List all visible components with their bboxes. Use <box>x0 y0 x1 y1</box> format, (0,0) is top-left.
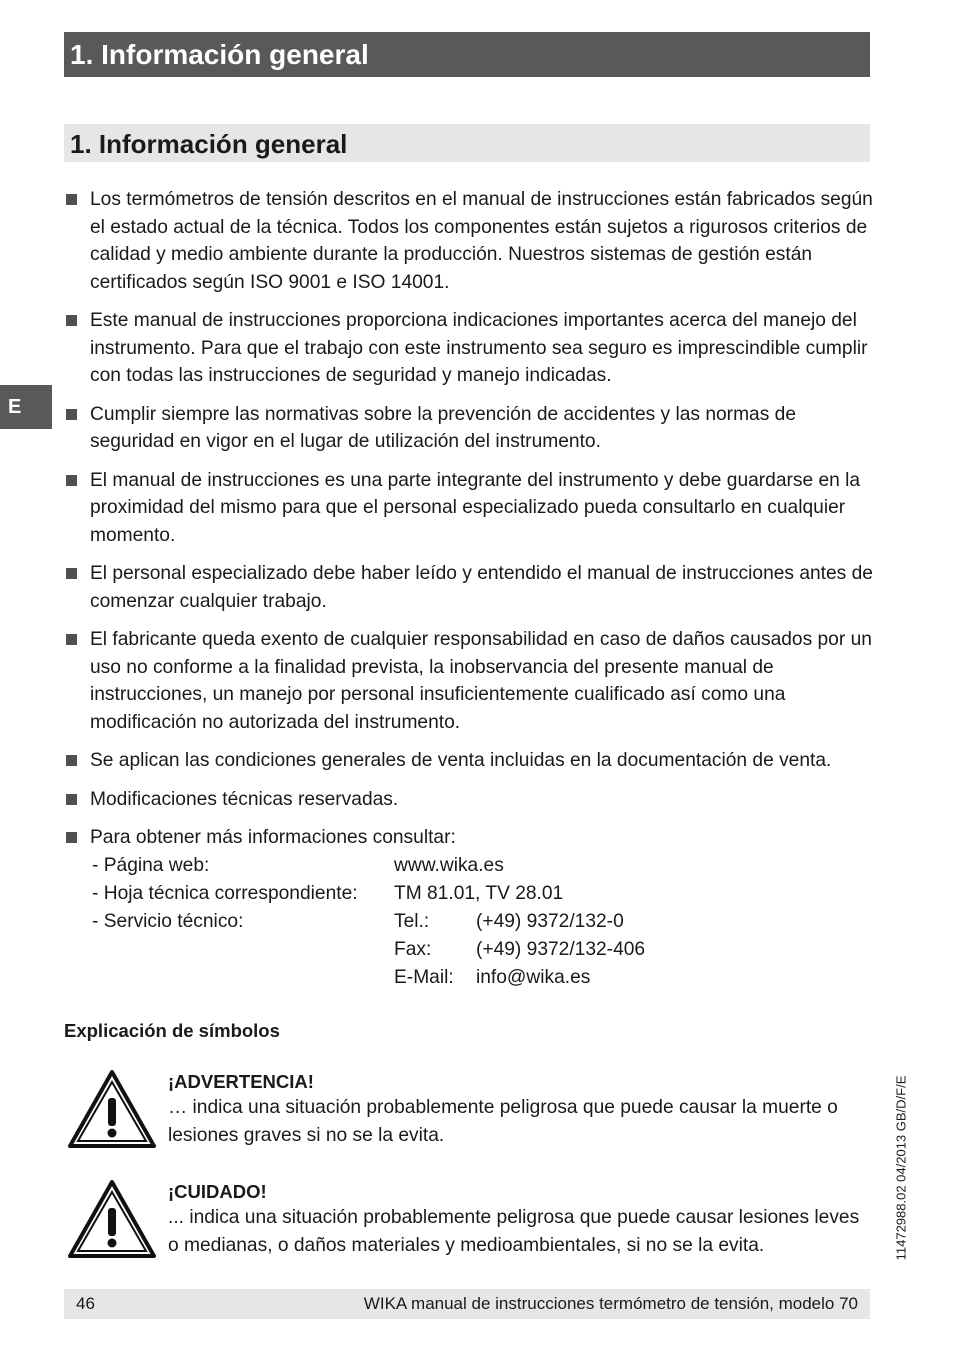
page-number: 46 <box>76 1294 95 1313</box>
warning-block <box>64 1070 870 1160</box>
fax-value: (+49) 9372/132-406 <box>476 938 646 960</box>
datasheet-label: - Hoja técnica correspondiente: <box>92 882 358 904</box>
service-label: - Servicio técnico: <box>92 910 244 932</box>
bullet-square-icon <box>66 194 77 205</box>
list-item-text: El personal especializado debe haber leído y entendido el manual de instrucciones antes de comenzar cualquier trabajo. <box>90 563 873 612</box>
list-item <box>66 467 878 550</box>
page-footer <box>64 1289 870 1319</box>
email-label: E-Mail: <box>394 966 454 988</box>
email-link[interactable]: info@wika.es <box>476 966 591 988</box>
bullet-square-icon <box>66 634 77 645</box>
language-tab: E <box>0 385 52 429</box>
tel-label: Tel.: <box>394 910 430 932</box>
bullet-square-icon <box>66 832 77 843</box>
bullet-square-icon <box>66 794 77 805</box>
bullet-square-icon <box>66 755 77 766</box>
footer-doc-title: WIKA manual de instrucciones termómetro de tensión, modelo 70 <box>363 1294 858 1313</box>
list-item-text: Se aplican las condiciones generales de venta incluidas en la documentación de venta. <box>90 750 832 771</box>
chapter-header: 1. Información general <box>64 32 870 77</box>
list-item <box>66 401 878 456</box>
list-item <box>66 307 878 390</box>
warning-triangle-icon <box>68 1180 156 1258</box>
list-item <box>66 824 878 992</box>
warning-triangle-icon <box>68 1070 156 1148</box>
list-item-text: Los termómetros de tensión descritos en el manual de instrucciones están fabricados según el estado actual de la técnica. Todos los componentes están sujetos a rigurosos criterios de calidad y medio ambiente durante la producción. Nuestros sistemas de gestión están certificados según ISO 9001 e ISO 14001. <box>90 189 873 293</box>
list-item <box>66 560 878 615</box>
caution-heading: ¡CUIDADO! <box>168 1181 267 1202</box>
caution-text: ... indica una situación probablemente peligrosa que puede causar lesiones leves o medianas, o daños materiales y medioambientales, si no se la evita. <box>168 1207 860 1256</box>
document-code-text: 11472988.02 04/2013 GB/D/F/E <box>893 1075 909 1261</box>
web-label: - Página web: <box>92 854 210 876</box>
list-item <box>66 626 878 736</box>
section-title: 1. Información general <box>64 124 870 162</box>
list-item-text: Para obtener más informaciones consultar: <box>90 827 456 848</box>
caution-block <box>64 1180 870 1270</box>
datasheet-value: TM 81.01, TV 28.01 <box>394 882 564 904</box>
list-item <box>66 747 878 775</box>
bullet-list <box>66 186 878 1003</box>
list-item <box>66 786 878 814</box>
list-item <box>66 186 878 296</box>
document-code <box>890 1062 912 1274</box>
web-link[interactable]: www.wika.es <box>394 854 504 876</box>
bullet-square-icon <box>66 409 77 420</box>
warning-text: … indica una situación probablemente peligrosa que puede causar la muerte o lesiones graves si no se la evita. <box>168 1097 838 1146</box>
bullet-square-icon <box>66 568 77 579</box>
bullet-square-icon <box>66 315 77 326</box>
list-item-text: Este manual de instrucciones proporciona indicaciones importantes acerca del manejo del instrumento. Para que el trabajo con este instrumento sea seguro es imprescindible cumplir con todas las instrucciones de seguridad y manejo indicadas. <box>90 310 868 386</box>
warning-heading: ¡ADVERTENCIA! <box>168 1071 314 1092</box>
list-item-text: El manual de instrucciones es una parte integrante del instrumento y debe guardarse en la proximidad del mismo para que el personal especializado pueda consultarlo en cualquier momento. <box>90 469 861 546</box>
fax-label: Fax: <box>394 938 432 960</box>
bullet-square-icon <box>66 475 77 486</box>
symbols-heading: Explicación de símbolos <box>64 1020 280 1041</box>
list-item-text: El fabricante queda exento de cualquier responsabilidad en caso de daños causados por un uso no conforme a la finalidad prevista, la inobservancia del presente manual de instrucciones, un manejo por personal insuficientemente cualificado así como una modificación no autorizada del instrumento. <box>90 629 872 733</box>
list-item-text: Modificaciones técnicas reservadas. <box>90 788 399 810</box>
contact-table <box>90 852 878 992</box>
list-item-text: Cumplir siempre las normativas sobre la prevención de accidentes y las normas de seguridad en vigor en el lugar de utilización del instrumento. <box>90 403 796 452</box>
tel-value: (+49) 9372/132-0 <box>476 910 624 932</box>
